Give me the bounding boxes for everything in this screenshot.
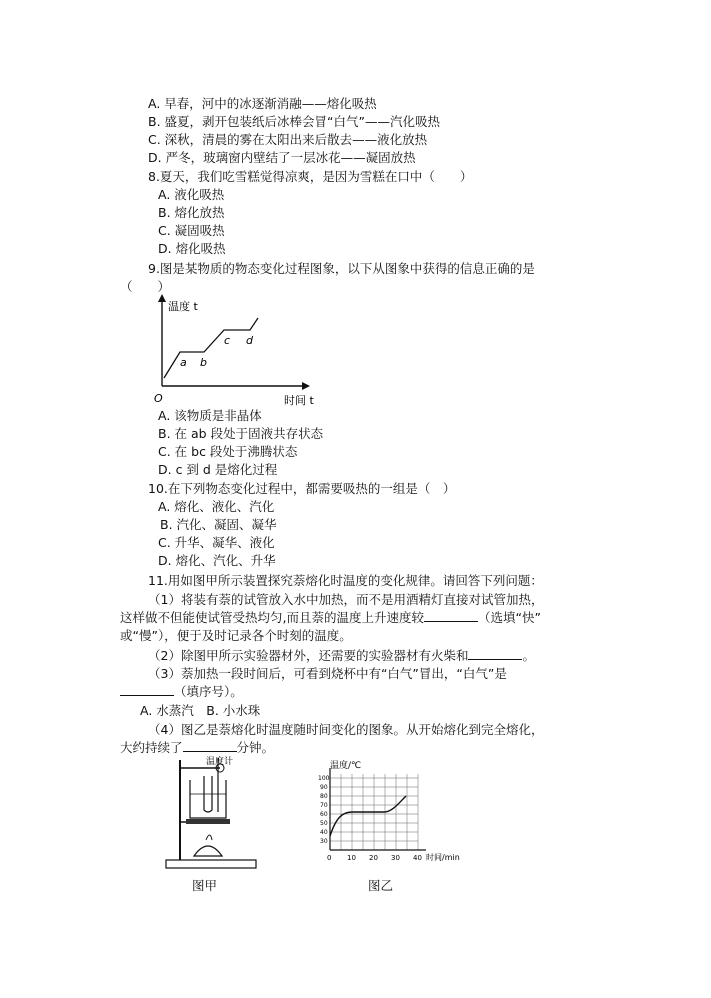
q11-part2-text-a: （2）除图甲所示实验器材外，还需要的实验器材有火柴和 xyxy=(148,648,469,663)
q11-stem: 11.用如图甲所示装置探究萘熔化时温度的变化规律。请回答下列问题： xyxy=(148,573,543,588)
wire-gauze xyxy=(186,819,230,824)
q11-blank-speed[interactable] xyxy=(424,610,478,622)
q10-option-c: C. 升华、凝华、液化 xyxy=(158,535,275,550)
q11-blank-duration[interactable] xyxy=(183,740,237,752)
fig-yi-ytick: 90 xyxy=(320,784,328,791)
stand-base xyxy=(166,860,256,868)
fig-yi-curve xyxy=(330,796,406,836)
fig-yi-xtick: 20 xyxy=(369,854,378,862)
q8-stem: 8.夏天，我们吃雪糕觉得凉爽，是因为雪糕在口中（ ） xyxy=(148,169,473,184)
q7-option-d: D. 严冬，玻璃窗内壁结了一层冰花——凝固放热 xyxy=(148,150,416,165)
fig-yi-ytick: 70 xyxy=(320,802,328,809)
q7-option-a: A. 早春，河中的冰逐渐消融——熔化吸热 xyxy=(148,96,377,111)
q9-phase-graph xyxy=(150,294,314,407)
fig-yi-ytick: 60 xyxy=(320,811,328,818)
fig-yi-caption: 图乙 xyxy=(368,878,394,893)
q8-option-b: B. 熔化放热 xyxy=(158,205,225,220)
thermometer-label: 温度计 xyxy=(206,757,234,767)
fig-yi-melting-chart xyxy=(318,760,458,870)
q9-y-arrow-icon xyxy=(158,294,166,302)
alcohol-lamp xyxy=(194,846,222,856)
q11-part1-text-b: （选填“快” xyxy=(477,610,541,625)
q11-part4-text-a: 大约持续了 xyxy=(120,740,183,755)
q11-part1-line2 xyxy=(120,610,541,626)
q8-option-a: A. 液化吸热 xyxy=(158,187,225,202)
fig-jia-apparatus xyxy=(160,756,260,870)
fig-yi-ytick: 30 xyxy=(320,838,328,845)
fig-yi-ytick: 80 xyxy=(320,793,328,800)
q7-option-c: C. 深秋，清晨的雾在太阳出来后散去——液化放热 xyxy=(148,132,428,147)
fig-yi-x-label: 时间/min xyxy=(426,853,460,862)
q9-stem-bracket: （ ） xyxy=(120,279,171,294)
q9-x-label: 时间 t xyxy=(284,394,314,407)
q11-part4-text-b: 分钟。 xyxy=(236,740,275,755)
fig-yi-xtick: 30 xyxy=(391,854,400,862)
fig-yi-y-label: 温度/℃ xyxy=(330,761,362,771)
q9-option-d: D. c 到 d 是熔化过程 xyxy=(158,462,278,477)
q9-point-d: d xyxy=(246,334,253,347)
fig-yi-xtick: 40 xyxy=(413,854,422,862)
q9-point-c: c xyxy=(224,334,231,347)
q9-option-c: C. 在 bc 段处于沸腾状态 xyxy=(158,444,298,459)
q11-part1-line3: 或“慢”），便于及时记录各个时刻的温度。 xyxy=(120,628,352,643)
q9-point-b: b xyxy=(200,356,207,369)
q11-part1-line1: （1）将装有萘的试管放入水中加热，而不是用酒精灯直接对试管加热， xyxy=(148,592,544,607)
q9-origin-label: O xyxy=(154,392,163,405)
q11-part1-text-a: 这样做不但能使试管受热均匀,而且萘的温度上升速度较 xyxy=(120,610,424,625)
q11-part3-line2 xyxy=(120,684,243,700)
fig-jia-caption: 图甲 xyxy=(192,878,218,893)
fig-yi-ytick: 40 xyxy=(320,829,328,836)
q9-x-arrow-icon xyxy=(302,382,310,390)
q11-part3-options: A. 水蒸汽 B. 小水珠 xyxy=(140,703,261,718)
q8-option-c: C. 凝固吸热 xyxy=(158,223,225,238)
fig-yi-xtick: 10 xyxy=(347,854,356,862)
q10-stem: 10.在下列物态变化过程中，都需要吸热的一组是（ ） xyxy=(148,481,456,496)
q8-option-d: D. 熔化吸热 xyxy=(158,241,226,256)
q9-option-b: B. 在 ab 段处于固液共存状态 xyxy=(158,426,324,441)
q11-part4-line2 xyxy=(120,740,274,756)
q9-y-label: 温度 t xyxy=(168,300,198,313)
q9-point-a: a xyxy=(180,356,187,369)
q11-part3-line1: （3）萘加热一段时间后，可看到烧杯中有“白气”冒出，“白气”是 xyxy=(148,666,507,681)
q11-part3-text-b: （填序号）。 xyxy=(174,684,243,699)
q9-stem: 9.图是某物质的物态变化过程图象，以下从图象中获得的信息正确的是 xyxy=(148,261,535,276)
flame-icon xyxy=(206,835,212,840)
q10-option-d: D. 熔化、汽化、升华 xyxy=(158,553,276,568)
q11-part2-text-b: 。 xyxy=(522,648,535,663)
fig-yi-xtick: 0 xyxy=(327,854,332,862)
fig-yi-ytick: 100 xyxy=(318,775,330,782)
q11-blank-equipment[interactable] xyxy=(468,648,522,660)
fig-yi-y-ticks xyxy=(318,775,330,845)
q10-option-a: A. 熔化、液化、汽化 xyxy=(158,499,275,514)
q10-option-b: B. 汽化、凝固、凝华 xyxy=(160,517,277,532)
fig-yi-x-ticks xyxy=(327,854,422,862)
fig-yi-ytick: 50 xyxy=(320,820,328,827)
q11-blank-white-gas[interactable] xyxy=(120,684,174,696)
q11-part4-line1: （4）图乙是萘熔化时温度随时间变化的图象。从开始熔化到完全熔化， xyxy=(148,722,544,737)
q9-option-a: A. 该物质是非晶体 xyxy=(158,408,262,423)
q7-option-b: B. 盛夏，剥开包装纸后冰棒会冒“白气”——汽化吸热 xyxy=(148,114,440,129)
q9-curve xyxy=(164,318,258,378)
q11-part2 xyxy=(148,648,535,664)
